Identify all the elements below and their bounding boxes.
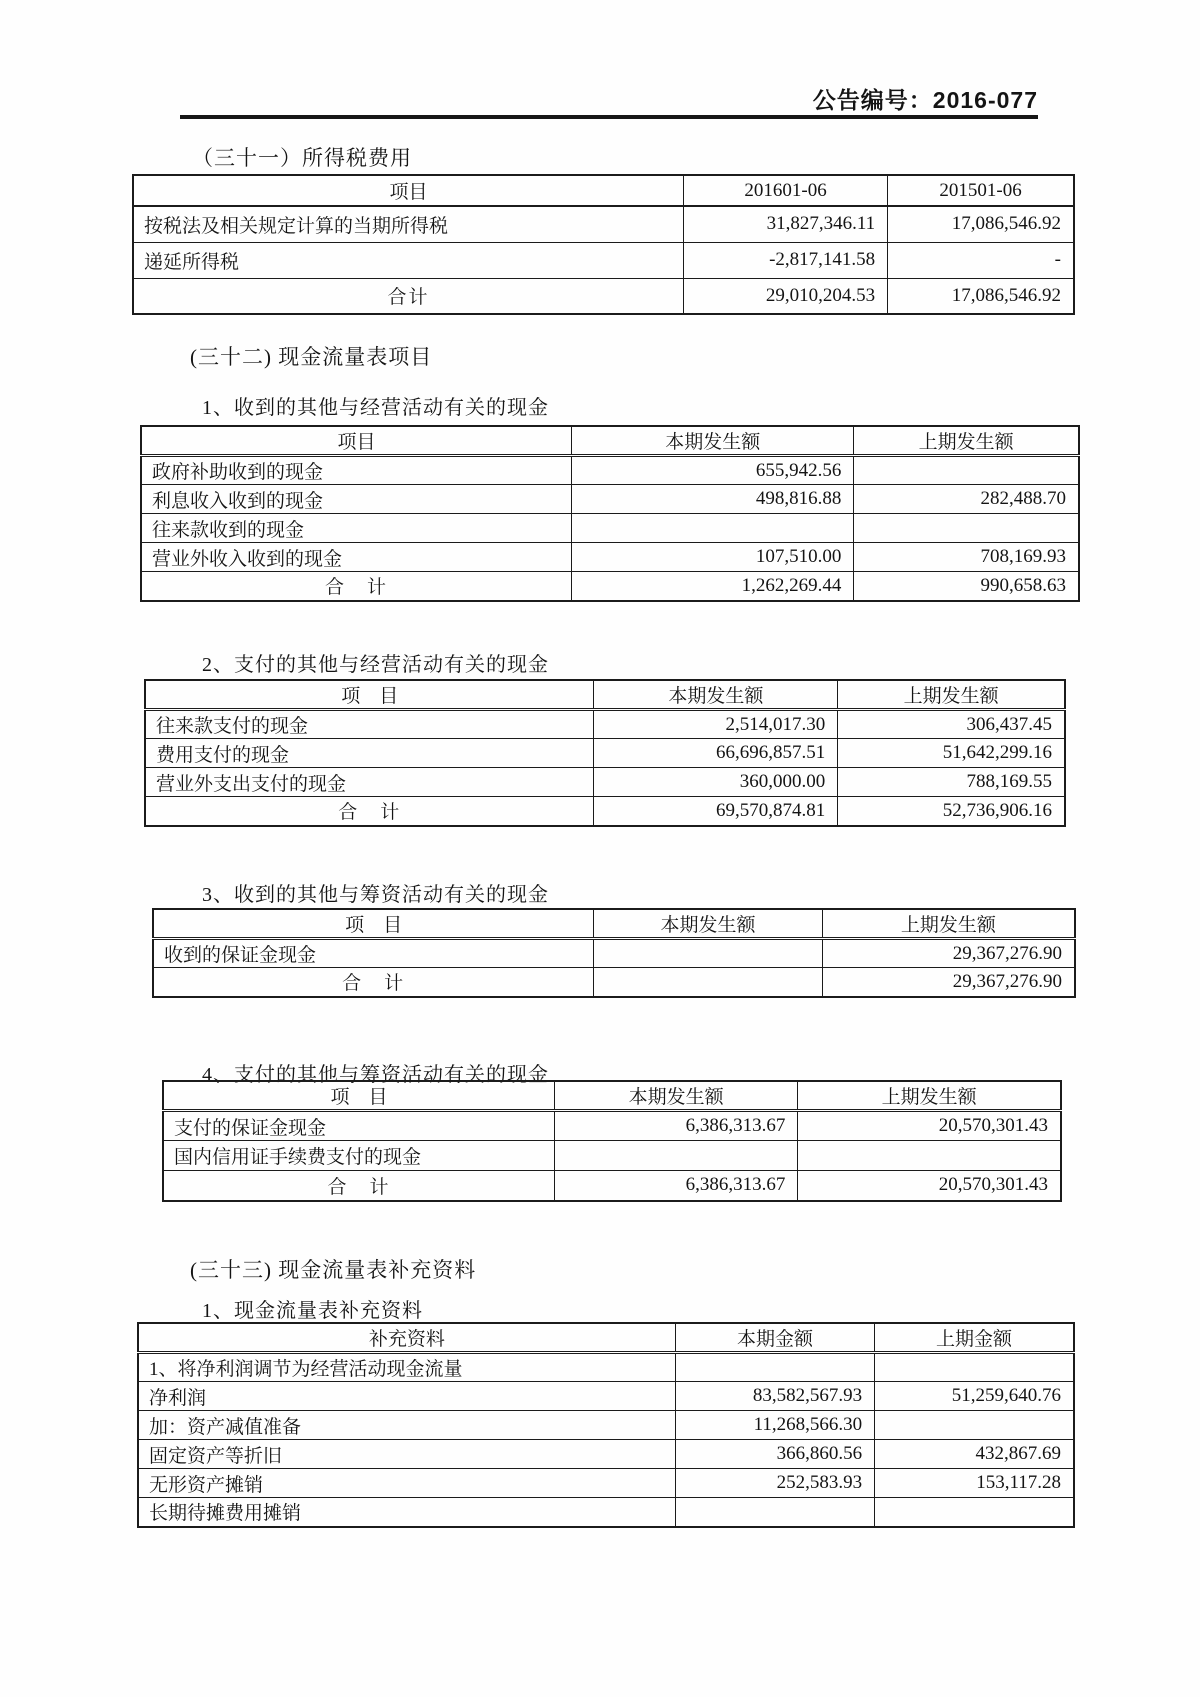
row-label: 合 计: [141, 572, 572, 601]
column-header: 上期发生额: [854, 426, 1079, 456]
cell-value: 788,169.55: [838, 768, 1065, 797]
operating-cash-paid-table: [144, 679, 1066, 827]
column-header: 本期发生额: [572, 426, 854, 456]
row-label: 递延所得税: [133, 242, 683, 278]
table-row: [141, 572, 1079, 601]
table-row: [145, 710, 1065, 739]
column-header: 项目: [133, 175, 683, 206]
row-label: 营业外支出支付的现金: [145, 768, 594, 797]
cell-value: 20,570,301.43: [798, 1171, 1061, 1201]
cell-value: 51,642,299.16: [838, 739, 1065, 768]
cell-value: 11,268,566.30: [675, 1411, 874, 1440]
cell-value: 17,086,546.92: [888, 278, 1074, 314]
row-label: 往来款支付的现金: [145, 710, 594, 739]
cell-value: [594, 939, 823, 968]
table-row: [141, 514, 1079, 543]
row-label: 长期待摊费用摊销: [138, 1498, 675, 1527]
column-header: 项目: [141, 426, 572, 456]
row-label: 固定资产等折旧: [138, 1440, 675, 1469]
table-row: [145, 768, 1065, 797]
income-tax-table: [132, 174, 1075, 315]
table-row: [133, 206, 1074, 242]
row-label: 合 计: [153, 968, 594, 997]
table-row: [138, 1440, 1074, 1469]
cell-value: 432,867.69: [875, 1440, 1074, 1469]
cell-value: 83,582,567.93: [675, 1382, 874, 1411]
row-label: 往来款收到的现金: [141, 514, 572, 543]
cell-value: 69,570,874.81: [594, 797, 838, 826]
row-label: 合计: [133, 278, 683, 314]
table-row: [138, 1353, 1074, 1382]
cell-value: [572, 514, 854, 543]
row-label: 政府补助收到的现金: [141, 456, 572, 485]
cell-value: [875, 1411, 1074, 1440]
subsection-title-operating-paid: 2、支付的其他与经营活动有关的现金: [202, 654, 549, 676]
table-row: [138, 1469, 1074, 1498]
cell-value: [594, 968, 823, 997]
table-row: [141, 543, 1079, 572]
cell-value: [555, 1141, 798, 1171]
column-header: 项 目: [153, 909, 594, 939]
supplementary-info-table: [137, 1322, 1075, 1528]
column-header: 201501-06: [888, 175, 1074, 206]
row-label: 费用支付的现金: [145, 739, 594, 768]
cell-value: [798, 1141, 1061, 1171]
cell-value: [875, 1498, 1074, 1527]
row-label: 国内信用证手续费支付的现金: [163, 1141, 555, 1171]
cell-value: 153,117.28: [875, 1469, 1074, 1498]
cell-value: 990,658.63: [854, 572, 1079, 601]
table-row: [133, 278, 1074, 314]
cell-value: 31,827,346.11: [683, 206, 887, 242]
table-row: [153, 968, 1075, 997]
row-label: 1、将净利润调节为经营活动现金流量: [138, 1353, 675, 1382]
table-row: [145, 797, 1065, 826]
cell-value: 306,437.45: [838, 710, 1065, 739]
row-label: 收到的保证金现金: [153, 939, 594, 968]
cell-value: 252,583.93: [675, 1469, 874, 1498]
subsection-title-financing-received: 3、收到的其他与筹资活动有关的现金: [202, 884, 549, 906]
cell-value: [854, 514, 1079, 543]
header-rule: [180, 115, 1038, 119]
cell-value: 66,696,857.51: [594, 739, 838, 768]
column-header: 本期金额: [675, 1323, 874, 1353]
financing-cash-received-table: [152, 908, 1076, 998]
row-label: 营业外收入收到的现金: [141, 543, 572, 572]
table-row: [153, 939, 1075, 968]
subsection-title-financing-paid: 4、支付的其他与筹资活动有关的现金: [202, 1064, 549, 1086]
table-row: [163, 1111, 1061, 1141]
row-label: 净利润: [138, 1382, 675, 1411]
row-label: 支付的保证金现金: [163, 1111, 555, 1141]
row-label: 利息收入收到的现金: [141, 485, 572, 514]
cell-value: 17,086,546.92: [888, 206, 1074, 242]
column-header: 本期发生额: [555, 1081, 798, 1111]
table-row: [163, 1141, 1061, 1171]
operating-cash-received-table: [140, 425, 1080, 602]
cell-value: 366,860.56: [675, 1440, 874, 1469]
section-title-32: (三十二) 现金流量表项目: [190, 345, 433, 369]
cell-value: [675, 1498, 874, 1527]
cell-value: 29,367,276.90: [822, 939, 1075, 968]
cell-value: 708,169.93: [854, 543, 1079, 572]
subsection-title-supplementary: 1、现金流量表补充资料: [202, 1300, 423, 1322]
cell-value: 29,010,204.53: [683, 278, 887, 314]
announcement-number: 公告编号：2016-077: [812, 87, 1038, 113]
section-title-33: (三十三) 现金流量表补充资料: [190, 1258, 477, 1282]
column-header: 上期发生额: [798, 1081, 1061, 1111]
row-label: 合 计: [163, 1171, 555, 1201]
row-label: 按税法及相关规定计算的当期所得税: [133, 206, 683, 242]
financing-cash-paid-table: [162, 1080, 1062, 1202]
cell-value: [875, 1353, 1074, 1382]
cell-value: 51,259,640.76: [875, 1382, 1074, 1411]
column-header: 本期发生额: [594, 680, 838, 710]
cell-value: 655,942.56: [572, 456, 854, 485]
table-row: [133, 242, 1074, 278]
table-row: [141, 485, 1079, 514]
column-header: 项 目: [145, 680, 594, 710]
subsection-title-operating-received: 1、收到的其他与经营活动有关的现金: [202, 397, 549, 419]
column-header: 201601-06: [683, 175, 887, 206]
cell-value: 107,510.00: [572, 543, 854, 572]
column-header: 上期发生额: [838, 680, 1065, 710]
table-row: [163, 1171, 1061, 1201]
cell-value: 52,736,906.16: [838, 797, 1065, 826]
cell-value: 20,570,301.43: [798, 1111, 1061, 1141]
cell-value: 1,262,269.44: [572, 572, 854, 601]
column-header: 项 目: [163, 1081, 555, 1111]
cell-value: -2,817,141.58: [683, 242, 887, 278]
table-row: [138, 1498, 1074, 1527]
cell-value: 360,000.00: [594, 768, 838, 797]
section-title-31: （三十一）所得税费用: [192, 146, 412, 170]
table-row: [145, 739, 1065, 768]
row-label: 无形资产摊销: [138, 1469, 675, 1498]
column-header: 本期发生额: [594, 909, 823, 939]
cell-value: 29,367,276.90: [822, 968, 1075, 997]
cell-value: -: [888, 242, 1074, 278]
cell-value: 282,488.70: [854, 485, 1079, 514]
cell-value: [854, 456, 1079, 485]
table-row: [138, 1382, 1074, 1411]
cell-value: 6,386,313.67: [555, 1111, 798, 1141]
column-header: 上期发生额: [822, 909, 1075, 939]
cell-value: 6,386,313.67: [555, 1171, 798, 1201]
cell-value: [675, 1353, 874, 1382]
column-header: 上期金额: [875, 1323, 1074, 1353]
row-label: 合 计: [145, 797, 594, 826]
table-row: [138, 1411, 1074, 1440]
cell-value: 2,514,017.30: [594, 710, 838, 739]
cell-value: 498,816.88: [572, 485, 854, 514]
table-row: [141, 456, 1079, 485]
row-label: 加：资产减值准备: [138, 1411, 675, 1440]
column-header: 补充资料: [138, 1323, 675, 1353]
